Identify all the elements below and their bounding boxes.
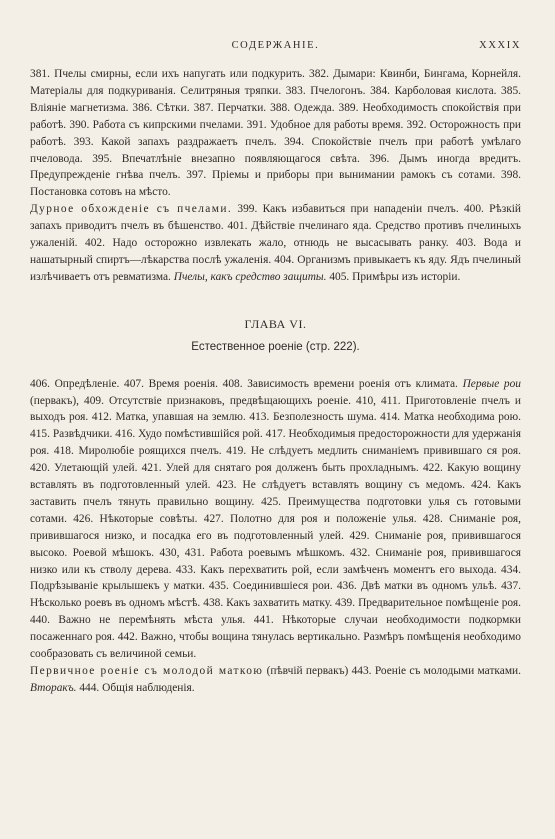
section-lead: Дурное обхожденіе съ пчелами. [30, 203, 233, 216]
running-head-title: СОДЕРЖАНІЕ. [231, 40, 320, 51]
italic-heading: Вторакъ. [30, 681, 77, 694]
paragraph-406-442 [30, 376, 521, 663]
paragraph-tail: 405. Примѣры изъ исторіи. [326, 270, 461, 283]
chapter-subtitle: Естественное роеніе (стр. 222). [191, 340, 360, 353]
page-number: XXXIX [479, 40, 521, 51]
paragraph-text: 381. Пчелы смирны, если ихъ напугать или подкурить. 382. Дымари: Квинби, Бингама, Корнейля. Матеріалы для подкуриванія. Селитряныя тряпки. 383. Пчелогонъ. 384. Карболовая кислота. 385. Вліяніе магнетизма. 386. Сѣтки. 387. Перчатки. 388. Одежда. 389. Необходимость спокойствія при работѣ. 390. Работа съ кипрскими пчелами. 391. Удобное для работы время. 392. Осторожность при работѣ. 393. Какой запахъ раздражаетъ пчелъ. 394. Спокойствіе пчелъ при работѣ умѣлаго пчеловода. 395. Впечатлѣніе внезапно появляющагося свѣта. 396. Дымъ иногда вредитъ. Предупрежденіе гнѣва пчелъ. 397. Пріемы и приборы при вынимании рамокъ съ сотами. 398. Постановка сотовъ на мѣсто. [30, 68, 521, 199]
paragraph-text: (первакъ), 409. Отсутствіе признаковъ, предвѣщающихъ роеніе. 410, 411. Приготовленіе пчелъ и выходъ роя. 412. Матка, упавшая на землю. 413. Безполезность шума. 414. Матка необходима рою. 415. Развѣдчики. 416. Худо помѣстившійся рой. 417. Необходимыя предосторожности для удержанія роя. 418. Миролюбіе роящихся пчелъ. 419. Не слѣдуетъ медлить сниманіемъ привившаго ся роя. 420. Улетающій улей. 421. Улей для снятаго роя долженъ быть прохладнымъ. 422. Какую вощину вставлять въ подготовленный улей. 423. Не слѣдуетъ вставлять вощину съ медомъ. 424. Какъ заставить пчелъ тянуть правильно вощину. 425. Преимущества подготовки улья съ готовыми сотами. 426. Нѣкоторые совѣты. 427. Полотно для роя и положеніе улья. 428. Сниманіе роя, привившагося низко, и посадка его въ подготовленный улей. 429. Сниманіе роя, привившагося высоко. Роевой мѣшокъ. 430, 431. Работа роевымъ мѣшкомъ. 432. Сниманіе роя, привившагося низко или къ стволу дерева. 433. Какъ перехватить рой, если замѣченъ моментъ его выхода. 434. Подрѣзываніе крылышекъ у матки. 435. Соединившіеся рои. 436. Двѣ матки въ одномъ ульѣ. 437. Нѣсколько роевъ въ одномъ мѣстѣ. 438. Какъ захватить матку. 439. Предварительное помѣщеніе роя. 440. Важно не перемѣнять мѣста улья. 441. Нѣкоторые случаи необходимости подкормки посаженнаго роя. 442. Важно, чтобы вощина тянулась вертикально. Размѣръ помѣщенія необходимо сообразовать съ величиной семьи. [30, 394, 521, 661]
section-lead: Первичное роеніе съ молодой маткою [30, 665, 264, 677]
paragraph-399-405 [30, 201, 521, 286]
paragraph-tail: 444. Общія наблюденія. [76, 681, 195, 694]
paragraph-text: 406. Опредѣленіе. 407. Время роенія. 408. Зависимость времени роенія отъ климата. [30, 377, 458, 390]
paragraph-381-398 [30, 66, 521, 201]
running-head [30, 40, 521, 56]
paragraph-443-444 [30, 663, 521, 697]
paragraph-text: 399. Какъ избавиться при нападеніи пчелъ. 400. Рѣзкій запахъ приводитъ пчелъ въ бѣшенство. 401. Дѣйствіе пчелинаго яда. Средство противъ пчелиныхъ ужаленій. 402. Надо осторожно извлекать жало, отнюдь не высасывать ранку. 403. Вода и нашатырный спиртъ—лѣкарства послѣ ужаленія. 404. Организмъ привыкаетъ къ яду. Ядъ пчелиный излѣчиваетъ отъ ревматизма. [30, 203, 521, 283]
italic-heading: Пчелы, какъ средство защиты. [173, 270, 327, 283]
chapter-title: ГЛАВА VI. [244, 316, 307, 331]
italic-heading: Первые рои [462, 377, 521, 390]
paragraph-text: (пѣвчій первакъ) 443. Роеніе съ молодыми матками. [263, 665, 521, 677]
page-body [30, 66, 521, 697]
